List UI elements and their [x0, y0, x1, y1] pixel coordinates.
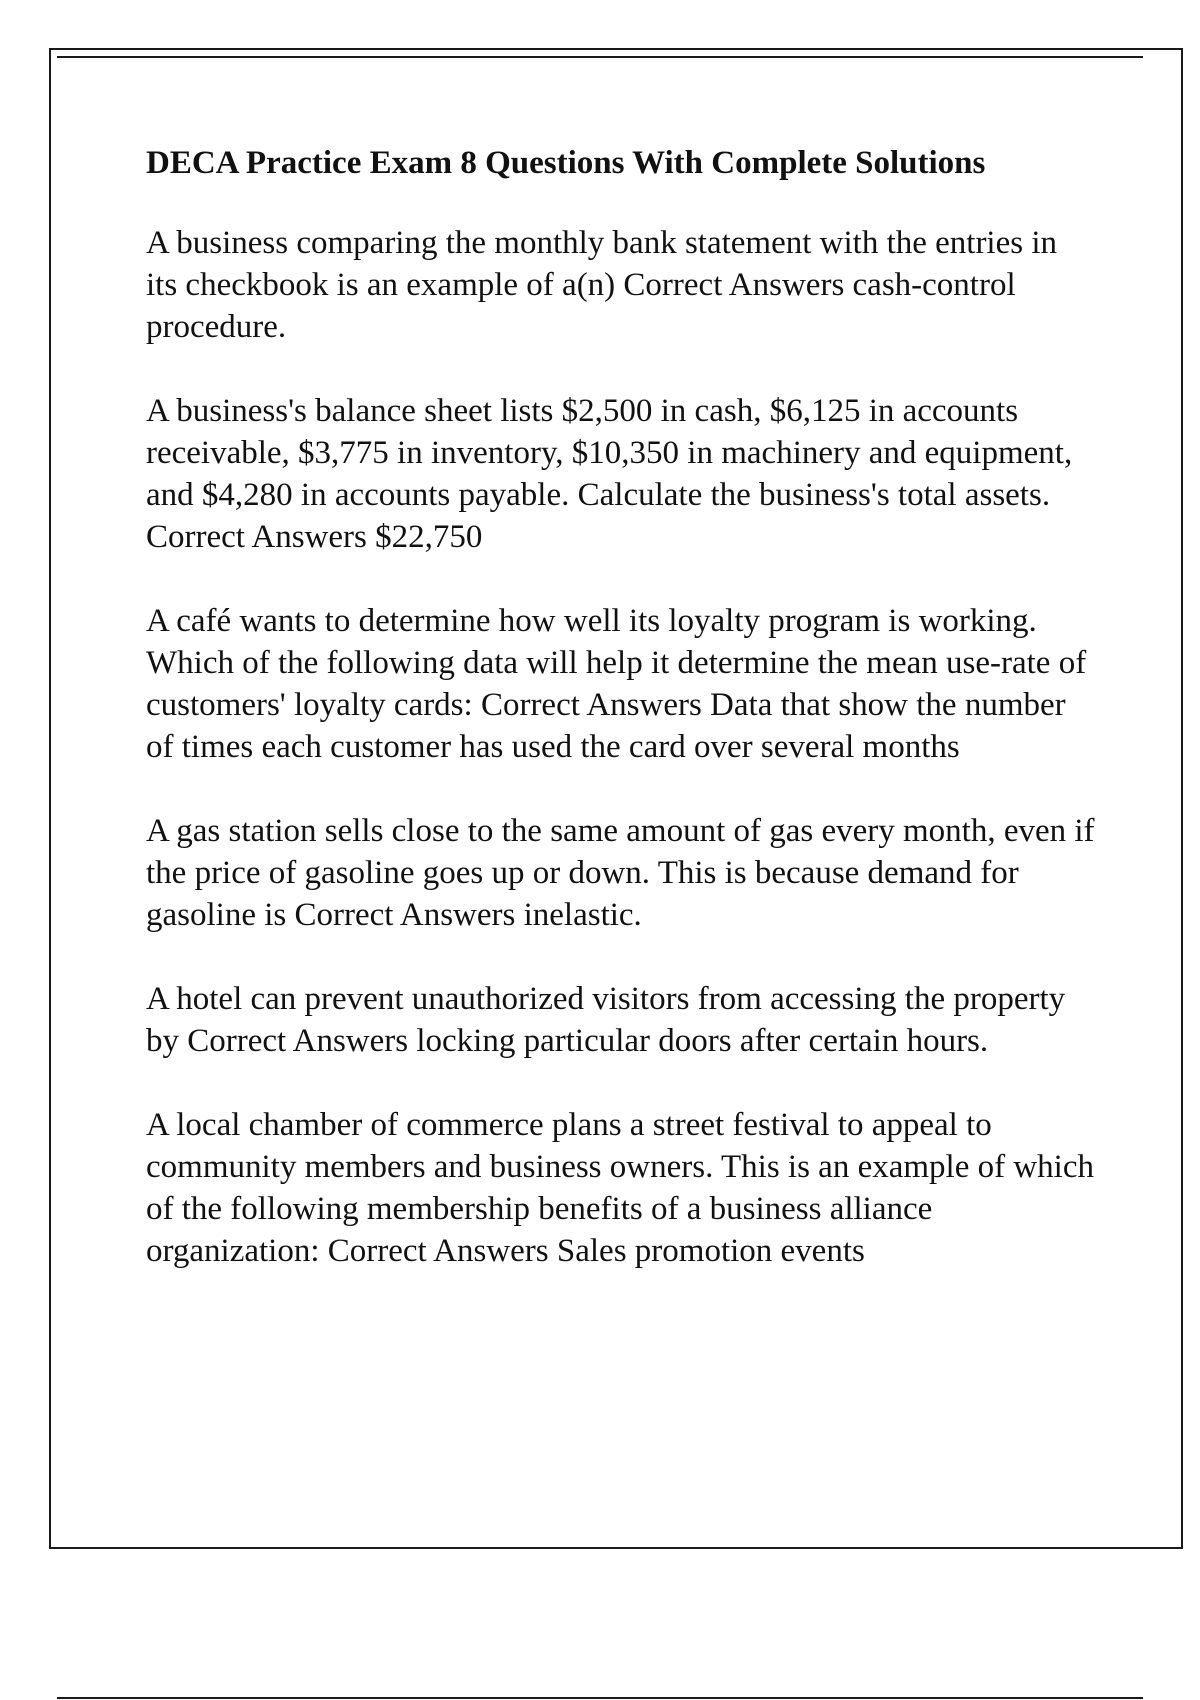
- qa-item-6: A local chamber of commerce plans a street festival to appeal to community members and business owners. This is an example of which of the following membership benefits of a business alliance organization: Correct Answers Sales promotion events: [146, 1107, 1094, 1269]
- document-body: [146, 142, 1096, 1314]
- qa-item-3: A café wants to determine how well its loyalty program is working. Which of the following data will help it determine the mean use-rate of customers' loyalty cards: Correct Answers Data that show the number of times each customer has used the card over several months: [146, 603, 1087, 765]
- qa-item-2: A business's balance sheet lists $2,500 in cash, $6,125 in accounts receivable, $3,775 in inventory, $10,350 in machinery and equipment, and $4,280 in accounts payable. Calculate the business's total assets. Correct Answers $22,750: [146, 393, 1073, 555]
- document-title: DECA Practice Exam 8 Questions With Complete Solutions: [146, 145, 986, 181]
- qa-item-5: A hotel can prevent unauthorized visitors from accessing the property by Correct Answers locking particular doors after certain hours.: [146, 981, 1066, 1059]
- bottom-rule: [57, 1697, 1143, 1699]
- qa-item-4: A gas station sells close to the same amount of gas every month, even if the price of gasoline goes up or down. This is because demand for gasoline is Correct Answers inelastic.: [146, 813, 1095, 933]
- top-rule: [57, 56, 1143, 58]
- qa-item-1: A business comparing the monthly bank statement with the entries in its checkbook is an example of a(n) Correct Answers cash-control procedure.: [146, 225, 1058, 345]
